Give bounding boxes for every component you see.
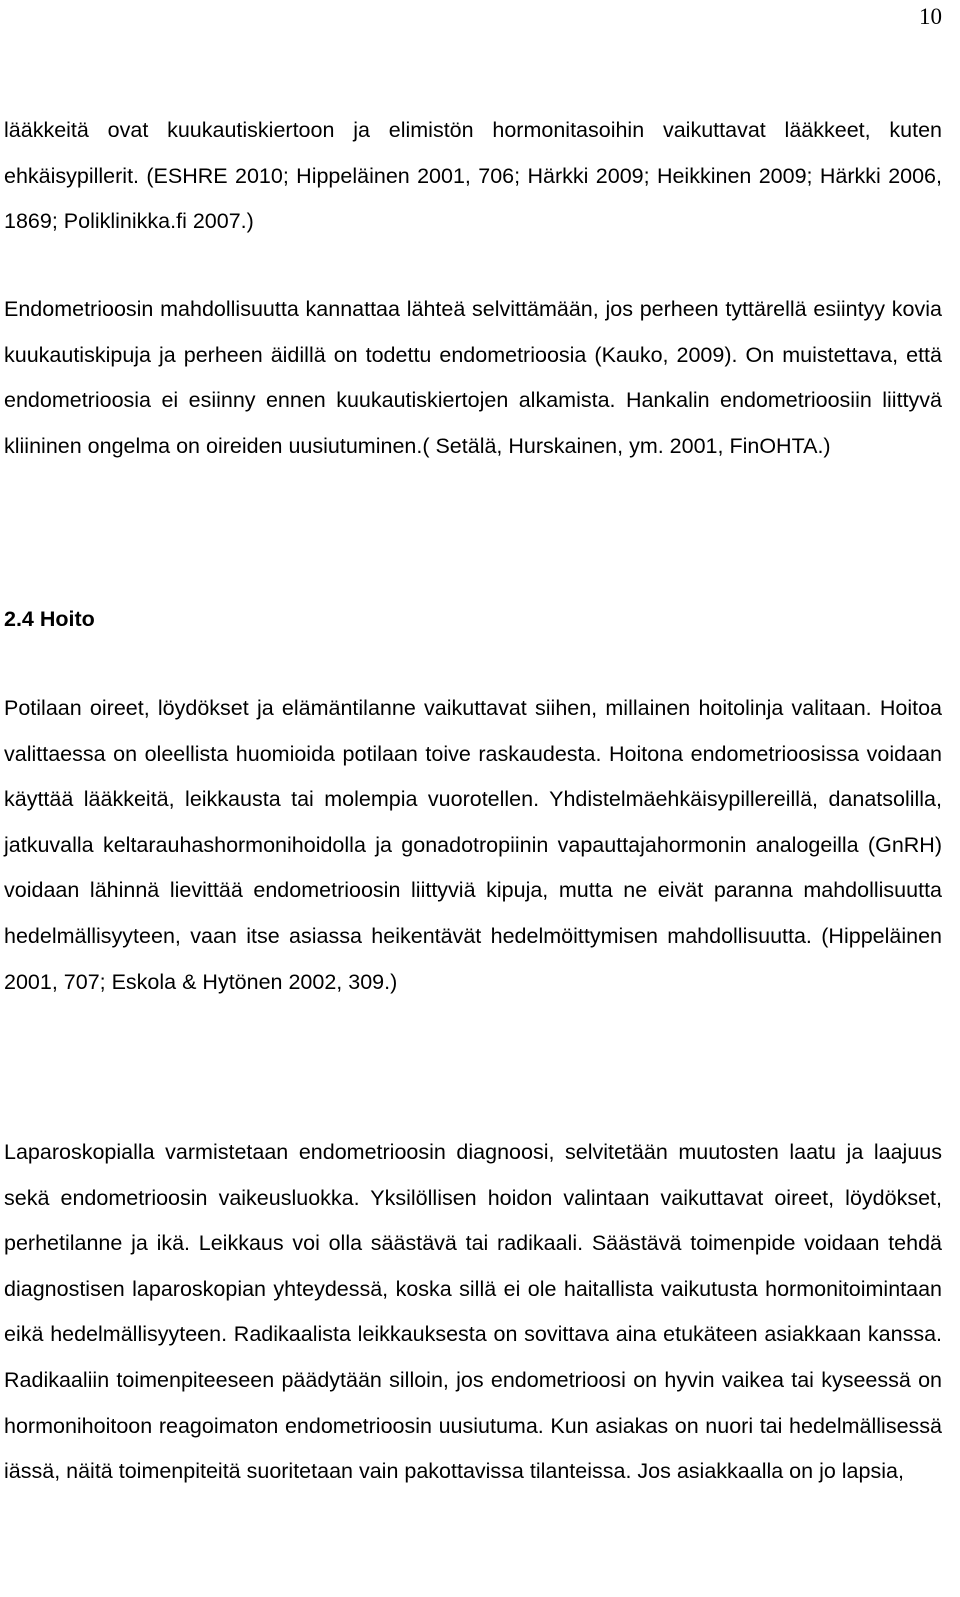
paragraph-3: Potilaan oireet, löydökset ja elämäntilanne vaikuttavat siihen, millainen hoitolinja valitaan. Hoitoa valittaessa on oleellista huomioida potilaan toive raskaudesta. Hoitona endometrioosissa voidaan käyttää lääkkeitä, leikkausta tai molempia vuorotellen. Yhdistelmäehkäisypillereillä, danatsolilla, jatkuvalla keltarauhashormonihoidolla ja gonadotropiinin vapauttajahormonin analogeilla (GnRH) voidaan lähinnä lievittää endometrioosin liittyviä kipuja, mutta ne eivät paranna mahdollisuutta hedelmällisyyteen, vaan itse asiassa heikentävät hedelmöittymisen mahdollisuutta. (Hippeläinen 2001, 707; Eskola & Hytönen 2002, 309.) [4,696,942,994]
paragraph-1: lääkkeitä ovat kuukautiskiertoon ja elimistön hormonitasoihin vaikuttavat lääkkeet, kuten ehkäisypillerit. (ESHRE 2010; Hippeläinen 2001, 706; Härkki 2009; Heikkinen 2009; Härkki 2006, 1869; Poliklinikka.fi 2007.) [4,118,942,234]
paragraph-2: Endometrioosin mahdollisuutta kannattaa lähteä selvittämään, jos perheen tyttärellä esiintyy kovia kuukautiskipuja ja perheen äidillä on todettu endometrioosia (Kauko, 2009). On muistettava, että endometrioosia ei esiinny ennen kuukautiskiertojen alkamista. Hankalin endometrioosiin liittyvä kliininen ongelma on oireiden uusiutuminen.( Setälä, Hurskainen, ym. 2001, FinOHTA.) [4,297,942,458]
paragraph-4: Laparoskopialla varmistetaan endometrioosin diagnoosi, selvitetään muutosten laatu ja laajuus sekä endometrioosin vaikeusluokka. Yksilöllisen hoidon valintaan vaikuttavat oireet, löydökset, perhetilanne ja ikä. Leikkaus voi olla säästävä tai radikaali. Säästävä toimenpide voidaan tehdä diagnostisen laparoskopian yhteydessä, koska sillä ei ole haitallista vaikutusta hormonitoimintaan eikä hedelmällisyyteen. Radikaalista leikkauksesta on sovittava aina etukäteen asiakkaan kanssa. Radikaaliin toimenpiteeseen päädytään silloin, jos endometrioosi on hyvin vaikea tai kyseessä on hormonihoitoon reagoimaton endometrioosin uusiutuma. Kun asiakas on nuori tai hedelmällisessä iässä, näitä toimenpiteitä suoritetaan vain pakottavissa tilanteissa. Jos asiakkaalla on jo lapsia, [4,1140,942,1484]
page-number: 10 [919,4,942,29]
section-heading: 2.4 Hoito [4,607,95,631]
